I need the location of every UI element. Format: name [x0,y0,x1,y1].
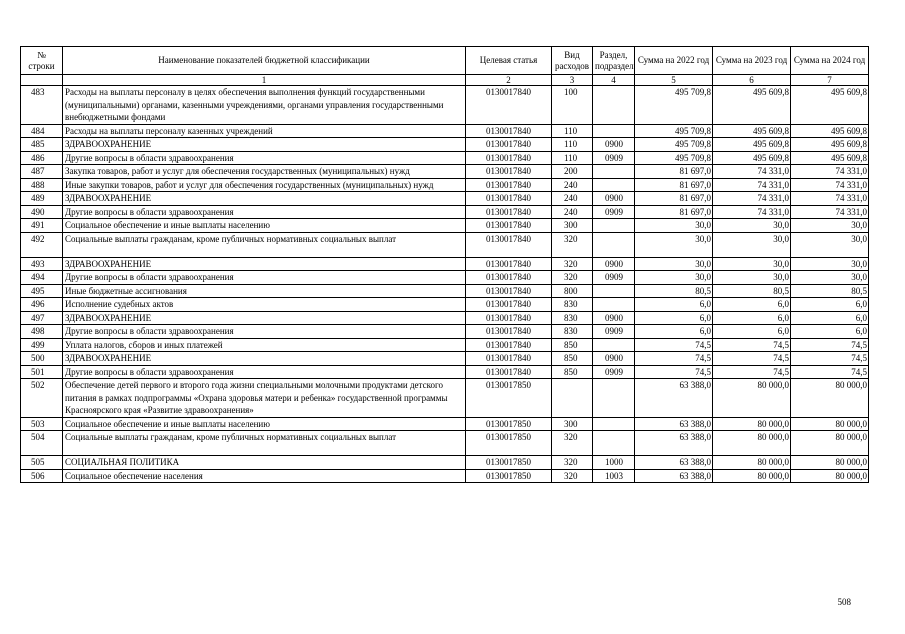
expense-type-cell: 320 [552,271,593,285]
indicator-name-cell: Социальное обеспечение и иные выплаты населению [63,219,466,233]
sum-2022-cell: 74,5 [635,365,713,379]
indicator-name-cell: Расходы на выплаты персоналу в целях обеспечения выполнения функций государственными (муниципальными) органами, казенными учреждениями, органами управления государственными внебюджетными фондами [63,86,466,125]
table-row [21,338,869,352]
section-cell [593,284,635,298]
expense-type-cell: 320 [552,469,593,483]
indicator-name-cell: Социальное обеспечение и иные выплаты населению [63,417,466,431]
sum-2023-cell: 74 331,0 [713,205,791,219]
target-item-cell: 0130017850 [466,417,552,431]
section-cell [593,417,635,431]
sum-2024-cell: 80 000,0 [791,379,869,418]
row-number-cell: 485 [21,138,63,152]
column-number-cell: 4 [593,75,635,86]
sum-2024-cell: 74 331,0 [791,192,869,206]
section-cell: 0900 [593,257,635,271]
sum-2024-cell: 6,0 [791,311,869,325]
expense-type-cell: 320 [552,431,593,456]
indicator-name-cell: Социальные выплаты гражданам, кроме публичных нормативных социальных выплат [63,232,466,257]
table-row [21,124,869,138]
target-item-cell: 0130017850 [466,431,552,456]
sum-2023-cell: 495 609,8 [713,124,791,138]
table-row [21,178,869,192]
row-number-cell: 491 [21,219,63,233]
row-number-cell: 505 [21,456,63,470]
expense-type-cell: 240 [552,205,593,219]
header-sum-2023: Сумма на 2023 год [713,47,791,75]
sum-2022-cell: 63 388,0 [635,469,713,483]
row-number-cell: 488 [21,178,63,192]
expense-type-cell: 800 [552,284,593,298]
table-row [21,431,869,456]
row-number-cell: 493 [21,257,63,271]
sum-2023-cell: 495 609,8 [713,138,791,152]
sum-2023-cell: 80 000,0 [713,417,791,431]
section-cell: 0909 [593,151,635,165]
indicator-name-cell: Расходы на выплаты персоналу казенных учреждений [63,124,466,138]
table-row [21,325,869,339]
target-item-cell: 0130017840 [466,205,552,219]
section-cell [593,219,635,233]
sum-2023-cell: 80 000,0 [713,469,791,483]
sum-2023-cell: 74 331,0 [713,178,791,192]
target-item-cell: 0130017840 [466,338,552,352]
table-row [21,271,869,285]
section-cell: 0900 [593,138,635,152]
indicator-name-cell: ЗДРАВООХРАНЕНИЕ [63,352,466,366]
table-row [21,311,869,325]
column-number-row [21,75,869,86]
section-cell: 0909 [593,205,635,219]
indicator-name-cell: Другие вопросы в области здравоохранения [63,151,466,165]
row-number-cell: 487 [21,165,63,179]
sum-2022-cell: 63 388,0 [635,431,713,456]
expense-type-cell: 110 [552,151,593,165]
expense-type-cell: 200 [552,165,593,179]
section-cell [593,338,635,352]
sum-2022-cell: 495 709,8 [635,151,713,165]
expense-type-cell: 850 [552,352,593,366]
expense-type-cell: 100 [552,86,593,125]
sum-2023-cell: 495 609,8 [713,151,791,165]
column-number-cell: 6 [713,75,791,86]
expense-type-cell: 110 [552,124,593,138]
expense-type-cell: 240 [552,178,593,192]
indicator-name-cell: Социальное обеспечение населения [63,469,466,483]
indicator-name-cell: ЗДРАВООХРАНЕНИЕ [63,192,466,206]
sum-2024-cell: 495 609,8 [791,124,869,138]
sum-2024-cell: 30,0 [791,257,869,271]
sum-2023-cell: 30,0 [713,232,791,257]
target-item-cell: 0130017840 [466,219,552,233]
sum-2024-cell: 80,5 [791,284,869,298]
sum-2024-cell: 74 331,0 [791,178,869,192]
sum-2023-cell: 74,5 [713,338,791,352]
expense-type-cell: 240 [552,192,593,206]
sum-2022-cell: 495 709,8 [635,86,713,125]
row-number-cell: 492 [21,232,63,257]
section-cell: 1003 [593,469,635,483]
sum-2024-cell: 74,5 [791,365,869,379]
sum-2022-cell: 63 388,0 [635,456,713,470]
section-cell [593,165,635,179]
indicator-name-cell: СОЦИАЛЬНАЯ ПОЛИТИКА [63,456,466,470]
row-number-cell: 484 [21,124,63,138]
sum-2022-cell: 495 709,8 [635,138,713,152]
sum-2022-cell: 80,5 [635,284,713,298]
column-number-cell [21,75,63,86]
table-row [21,284,869,298]
table-row [21,205,869,219]
sum-2022-cell: 74,5 [635,338,713,352]
sum-2023-cell: 74,5 [713,352,791,366]
sum-2024-cell: 6,0 [791,298,869,312]
expense-type-cell: 320 [552,257,593,271]
indicator-name-cell: Социальные выплаты гражданам, кроме публичных нормативных социальных выплат [63,431,466,456]
sum-2022-cell: 81 697,0 [635,192,713,206]
sum-2024-cell: 74,5 [791,338,869,352]
sum-2022-cell: 63 388,0 [635,379,713,418]
expense-type-cell: 110 [552,138,593,152]
sum-2024-cell: 80 000,0 [791,456,869,470]
row-number-cell: 496 [21,298,63,312]
row-number-cell: 498 [21,325,63,339]
table-row [21,138,869,152]
row-number-cell: 489 [21,192,63,206]
target-item-cell: 0130017840 [466,124,552,138]
section-cell: 0900 [593,352,635,366]
expense-type-cell: 830 [552,298,593,312]
column-number-cell: 5 [635,75,713,86]
sum-2024-cell: 74 331,0 [791,205,869,219]
sum-2022-cell: 6,0 [635,325,713,339]
row-number-cell: 497 [21,311,63,325]
expense-type-cell: 320 [552,232,593,257]
header-target-item: Целевая статья [466,47,552,75]
table-row [21,298,869,312]
target-item-cell: 0130017850 [466,456,552,470]
sum-2022-cell: 30,0 [635,257,713,271]
target-item-cell: 0130017840 [466,352,552,366]
header-expense-type: Вид расходов [552,47,593,75]
sum-2022-cell: 30,0 [635,271,713,285]
sum-2023-cell: 6,0 [713,311,791,325]
row-number-cell: 501 [21,365,63,379]
table-body [21,86,869,483]
target-item-cell: 0130017840 [466,138,552,152]
table-row [21,86,869,125]
section-cell: 0909 [593,325,635,339]
table-row [21,365,869,379]
column-number-cell: 1 [63,75,466,86]
sum-2023-cell: 6,0 [713,325,791,339]
indicator-name-cell: ЗДРАВООХРАНЕНИЕ [63,138,466,152]
page-number: 508 [837,597,851,607]
indicator-name-cell: Иные бюджетные ассигнования [63,284,466,298]
section-cell [593,431,635,456]
indicator-name-cell: Другие вопросы в области здравоохранения [63,325,466,339]
header-indicator-name: Наименование показателей бюджетной классификации [63,47,466,75]
row-number-cell: 494 [21,271,63,285]
row-number-cell: 495 [21,284,63,298]
sum-2022-cell: 30,0 [635,219,713,233]
table-row [21,456,869,470]
target-item-cell: 0130017840 [466,257,552,271]
target-item-cell: 0130017840 [466,284,552,298]
sum-2024-cell: 495 609,8 [791,86,869,125]
indicator-name-cell: ЗДРАВООХРАНЕНИЕ [63,257,466,271]
section-cell: 0900 [593,192,635,206]
section-cell [593,232,635,257]
sum-2023-cell: 6,0 [713,298,791,312]
sum-2024-cell: 74 331,0 [791,165,869,179]
sum-2023-cell: 80 000,0 [713,379,791,418]
indicator-name-cell: Исполнение судебных актов [63,298,466,312]
sum-2024-cell: 30,0 [791,219,869,233]
table-row [21,469,869,483]
target-item-cell: 0130017840 [466,311,552,325]
target-item-cell: 0130017840 [466,232,552,257]
sum-2022-cell: 81 697,0 [635,178,713,192]
sum-2023-cell: 30,0 [713,271,791,285]
expense-type-cell: 850 [552,365,593,379]
indicator-name-cell: Другие вопросы в области здравоохранения [63,205,466,219]
indicator-name-cell: ЗДРАВООХРАНЕНИЕ [63,311,466,325]
row-number-cell: 506 [21,469,63,483]
sum-2024-cell: 495 609,8 [791,138,869,152]
indicator-name-cell: Обеспечение детей первого и второго года жизни специальными молочными продуктами детского питания в рамках подпрограммы «Охрана здоровья матери и ребенка» государственной программы Красноярского края «Развитие здравоохранения» [63,379,466,418]
header-row [21,47,869,75]
sum-2024-cell: 80 000,0 [791,431,869,456]
section-cell: 1000 [593,456,635,470]
target-item-cell: 0130017840 [466,271,552,285]
section-cell [593,86,635,125]
indicator-name-cell: Закупка товаров, работ и услуг для обеспечения государственных (муниципальных) нужд [63,165,466,179]
sum-2024-cell: 80 000,0 [791,469,869,483]
row-number-cell: 500 [21,352,63,366]
target-item-cell: 0130017840 [466,151,552,165]
table-row [21,232,869,257]
sum-2024-cell: 495 609,8 [791,151,869,165]
header-sum-2024: Сумма на 2024 год [791,47,869,75]
section-cell: 0909 [593,271,635,285]
header-row-number: № строки [21,47,63,75]
target-item-cell: 0130017840 [466,192,552,206]
header-sum-2022: Сумма на 2022 год [635,47,713,75]
row-number-cell: 499 [21,338,63,352]
section-cell [593,178,635,192]
sum-2023-cell: 30,0 [713,219,791,233]
target-item-cell: 0130017840 [466,325,552,339]
expense-type-cell: 830 [552,325,593,339]
table-row [21,352,869,366]
sum-2022-cell: 6,0 [635,298,713,312]
expense-type-cell: 300 [552,219,593,233]
section-cell [593,124,635,138]
sum-2024-cell: 74,5 [791,352,869,366]
sum-2023-cell: 80 000,0 [713,431,791,456]
sum-2024-cell: 80 000,0 [791,417,869,431]
expense-type-cell: 320 [552,456,593,470]
row-number-cell: 483 [21,86,63,125]
section-cell [593,298,635,312]
expense-type-cell [552,379,593,418]
target-item-cell: 0130017840 [466,86,552,125]
table-row [21,379,869,418]
indicator-name-cell: Другие вопросы в области здравоохранения [63,365,466,379]
target-item-cell: 0130017840 [466,298,552,312]
column-number-cell: 3 [552,75,593,86]
sum-2024-cell: 6,0 [791,325,869,339]
expense-type-cell: 830 [552,311,593,325]
sum-2023-cell: 495 609,8 [713,86,791,125]
sum-2022-cell: 81 697,0 [635,205,713,219]
sum-2022-cell: 6,0 [635,311,713,325]
table-row [21,417,869,431]
section-cell [593,379,635,418]
indicator-name-cell: Уплата налогов, сборов и иных платежей [63,338,466,352]
budget-table [20,46,869,483]
sum-2023-cell: 30,0 [713,257,791,271]
target-item-cell: 0130017850 [466,469,552,483]
budget-table-page [20,46,868,483]
sum-2022-cell: 63 388,0 [635,417,713,431]
expense-type-cell: 850 [552,338,593,352]
target-item-cell: 0130017850 [466,379,552,418]
section-cell: 0909 [593,365,635,379]
row-number-cell: 502 [21,379,63,418]
row-number-cell: 490 [21,205,63,219]
target-item-cell: 0130017840 [466,178,552,192]
row-number-cell: 504 [21,431,63,456]
table-row [21,192,869,206]
sum-2024-cell: 30,0 [791,271,869,285]
row-number-cell: 503 [21,417,63,431]
sum-2022-cell: 81 697,0 [635,165,713,179]
sum-2023-cell: 74 331,0 [713,165,791,179]
indicator-name-cell: Другие вопросы в области здравоохранения [63,271,466,285]
sum-2022-cell: 30,0 [635,232,713,257]
column-number-cell: 7 [791,75,869,86]
sum-2022-cell: 495 709,8 [635,124,713,138]
sum-2023-cell: 74 331,0 [713,192,791,206]
column-number-cell: 2 [466,75,552,86]
sum-2022-cell: 74,5 [635,352,713,366]
sum-2023-cell: 80,5 [713,284,791,298]
sum-2023-cell: 80 000,0 [713,456,791,470]
target-item-cell: 0130017840 [466,365,552,379]
section-cell: 0900 [593,311,635,325]
indicator-name-cell: Иные закупки товаров, работ и услуг для обеспечения государственных (муниципальных) нужд [63,178,466,192]
expense-type-cell: 300 [552,417,593,431]
table-row [21,257,869,271]
header-section: Раздел, подраздел [593,47,635,75]
table-row [21,219,869,233]
target-item-cell: 0130017840 [466,165,552,179]
row-number-cell: 486 [21,151,63,165]
table-row [21,151,869,165]
sum-2023-cell: 74,5 [713,365,791,379]
table-row [21,165,869,179]
sum-2024-cell: 30,0 [791,232,869,257]
